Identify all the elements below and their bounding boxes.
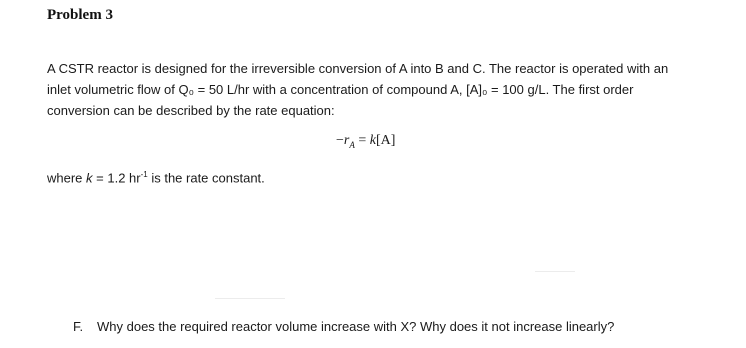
where-suffix: is the rate constant. xyxy=(147,170,265,186)
statement-line-1: A CSTR reactor is designed for the irreversible conversion of A into B and C. The reactor is operated with an xyxy=(47,61,669,76)
equation-equals: = xyxy=(354,133,370,148)
where-value: = 1.2 hr xyxy=(92,170,141,186)
rate-constant-definition xyxy=(47,170,265,185)
statement-line-3: conversion can be described by the rate equation: xyxy=(47,103,335,118)
where-variable: k xyxy=(86,170,93,186)
faint-artifact-line xyxy=(535,271,575,272)
rate-equation xyxy=(336,133,395,150)
where-exponent: -1 xyxy=(140,170,148,179)
statement-line-2: inlet volumetric flow of Q₀ = 50 L/hr with a concentration of compound A, [A]₀ = 100 g/L. The first order xyxy=(47,82,634,97)
question-f xyxy=(73,319,614,334)
equation-rate-constant: k xyxy=(369,133,376,148)
problem-statement xyxy=(47,58,707,121)
equation-rate-symbol: r xyxy=(343,133,350,148)
equation-rate-subscript: A xyxy=(349,139,355,150)
problem-heading: Problem 3 xyxy=(47,7,113,23)
question-label: F. xyxy=(73,319,84,334)
where-prefix: where xyxy=(47,170,87,186)
equation-concentration: [A] xyxy=(375,133,396,148)
faint-artifact-line xyxy=(215,298,285,299)
question-text: Why does the required reactor volume increase with X? Why does it not increase linearly? xyxy=(97,319,615,334)
equation-minus-sign: − xyxy=(336,133,344,148)
